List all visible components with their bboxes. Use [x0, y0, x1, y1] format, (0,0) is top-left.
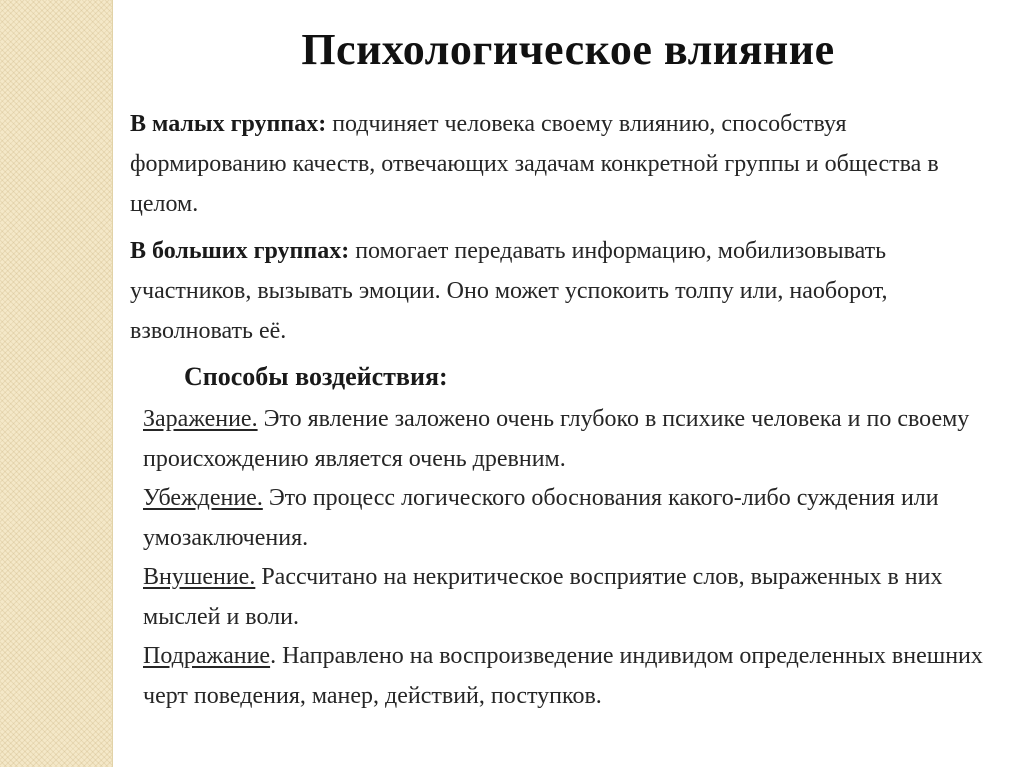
method-term: Убеждение.	[143, 485, 263, 511]
large-groups-text: помогает передавать информацию, мобилизовывать участников, вызывать эмоции. Оно может успокоить толпу или, наоборот, взволновать её.	[130, 238, 888, 344]
method-term: Подражание	[143, 643, 271, 669]
large-groups-label: В больших группах:	[130, 238, 350, 264]
method-item-contagion	[143, 400, 1013, 479]
method-item-imitation	[143, 637, 1013, 716]
small-groups-label: В малых группах:	[130, 111, 327, 137]
method-item-suggestion	[143, 558, 1013, 637]
method-term: Заражение.	[143, 406, 258, 432]
methods-heading: Способы воздействия:	[184, 362, 448, 391]
decorative-side-strip	[0, 0, 113, 767]
methods-list	[143, 400, 1013, 716]
method-description: . Направлено на воспроизведение индивидом определенных внешних черт поведения, манер, действий, поступков.	[143, 643, 983, 709]
method-term: Внушение.	[143, 564, 256, 590]
slide-title: Психологическое влияние	[301, 25, 835, 74]
small-groups-paragraph	[130, 104, 1000, 224]
method-item-persuasion	[143, 479, 1013, 558]
method-description: Это явление заложено очень глубоко в психике человека и по своему происхождению является очень древним.	[143, 406, 970, 472]
large-groups-paragraph	[130, 231, 1000, 351]
method-description: Рассчитано на некритическое восприятие слов, выраженных в них мыслей и воли.	[143, 564, 943, 630]
method-description: Это процесс логического обоснования какого-либо суждения или умозаключения.	[143, 485, 939, 551]
small-groups-text: подчиняет человека своему влиянию, способствуя формированию качеств, отвечающих задачам конкретной группы и общества в целом.	[130, 111, 939, 217]
